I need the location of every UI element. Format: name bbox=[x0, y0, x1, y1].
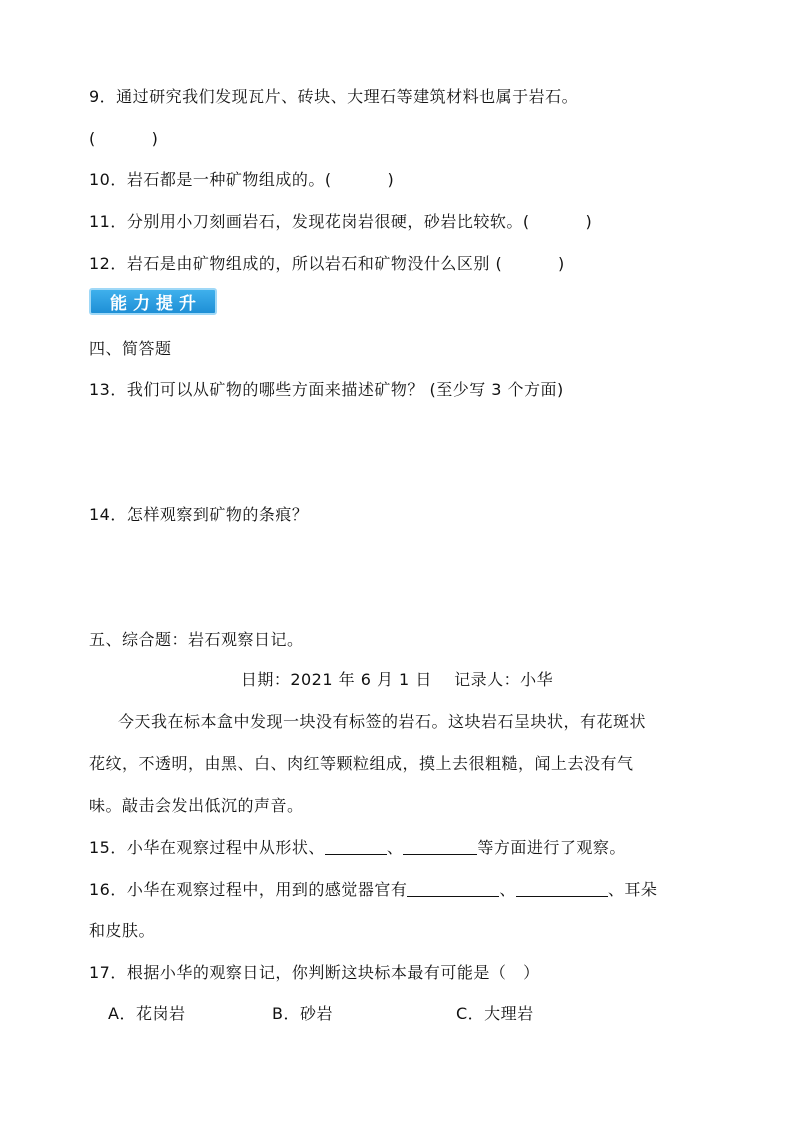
diary-text-line-2: 花纹，不透明，由黑、白、肉红等颗粒组成，摸上去很粗糙，闻上去没有气 bbox=[89, 754, 634, 773]
question-15 bbox=[89, 837, 626, 859]
question-14: 14．怎样观察到矿物的条痕？ bbox=[89, 505, 309, 524]
question-16 bbox=[89, 879, 657, 901]
question-17: 17．根据小华的观察日记，你判断这块标本最有可能是（ ） bbox=[89, 963, 540, 982]
option-b: B．砂岩 bbox=[272, 1004, 333, 1023]
option-a: A．花岗岩 bbox=[108, 1004, 186, 1023]
diary-text-line-3: 味。敲击会发出低沉的声音。 bbox=[89, 796, 304, 815]
question-16-text-end: 、耳朵 bbox=[607, 880, 658, 899]
section-4-title: 四、简答题 bbox=[89, 339, 172, 358]
answer-blank[interactable] bbox=[403, 838, 477, 855]
question-15-separator: 、 bbox=[386, 838, 404, 857]
answer-blank[interactable] bbox=[516, 880, 608, 897]
answer-blank[interactable] bbox=[407, 880, 499, 897]
question-9-answer-parens: ( ) bbox=[89, 129, 159, 148]
option-c: C．大理岩 bbox=[456, 1004, 534, 1023]
diary-header: 日期：2021 年 6 月 1 日 记录人：小华 bbox=[240, 670, 554, 689]
answer-blank[interactable] bbox=[325, 838, 387, 855]
section-5-title: 五、综合题：岩石观察日记。 bbox=[89, 630, 304, 649]
question-16-line-2: 和皮肤。 bbox=[89, 921, 156, 940]
question-16-text: 16．小华在观察过程中，用到的感觉器官有 bbox=[89, 880, 408, 899]
question-12: 12．岩石是由矿物组成的，所以岩石和矿物没什么区别 ( ) bbox=[89, 254, 565, 273]
ability-improvement-badge: 能力提升 bbox=[89, 288, 217, 315]
question-13: 13．我们可以从矿物的哪些方面来描述矿物？ (至少写 3 个方面) bbox=[89, 380, 564, 399]
question-15-text: 15．小华在观察过程中从形状、 bbox=[89, 838, 325, 857]
question-9: 9．通过研究我们发现瓦片、砖块、大理石等建筑材料也属于岩石。 bbox=[89, 87, 579, 106]
question-15-text-end: 等方面进行了观察。 bbox=[477, 838, 626, 857]
question-16-separator: 、 bbox=[499, 880, 516, 899]
diary-text-line-1: 今天我在标本盒中发现一块没有标签的岩石。这块岩石呈块状，有花斑状 bbox=[118, 712, 647, 731]
question-10: 10．岩石都是一种矿物组成的。( ) bbox=[89, 170, 395, 189]
question-11: 11．分别用小刀刻画岩石，发现花岗岩很硬，砂岩比较软。( ) bbox=[89, 212, 593, 231]
